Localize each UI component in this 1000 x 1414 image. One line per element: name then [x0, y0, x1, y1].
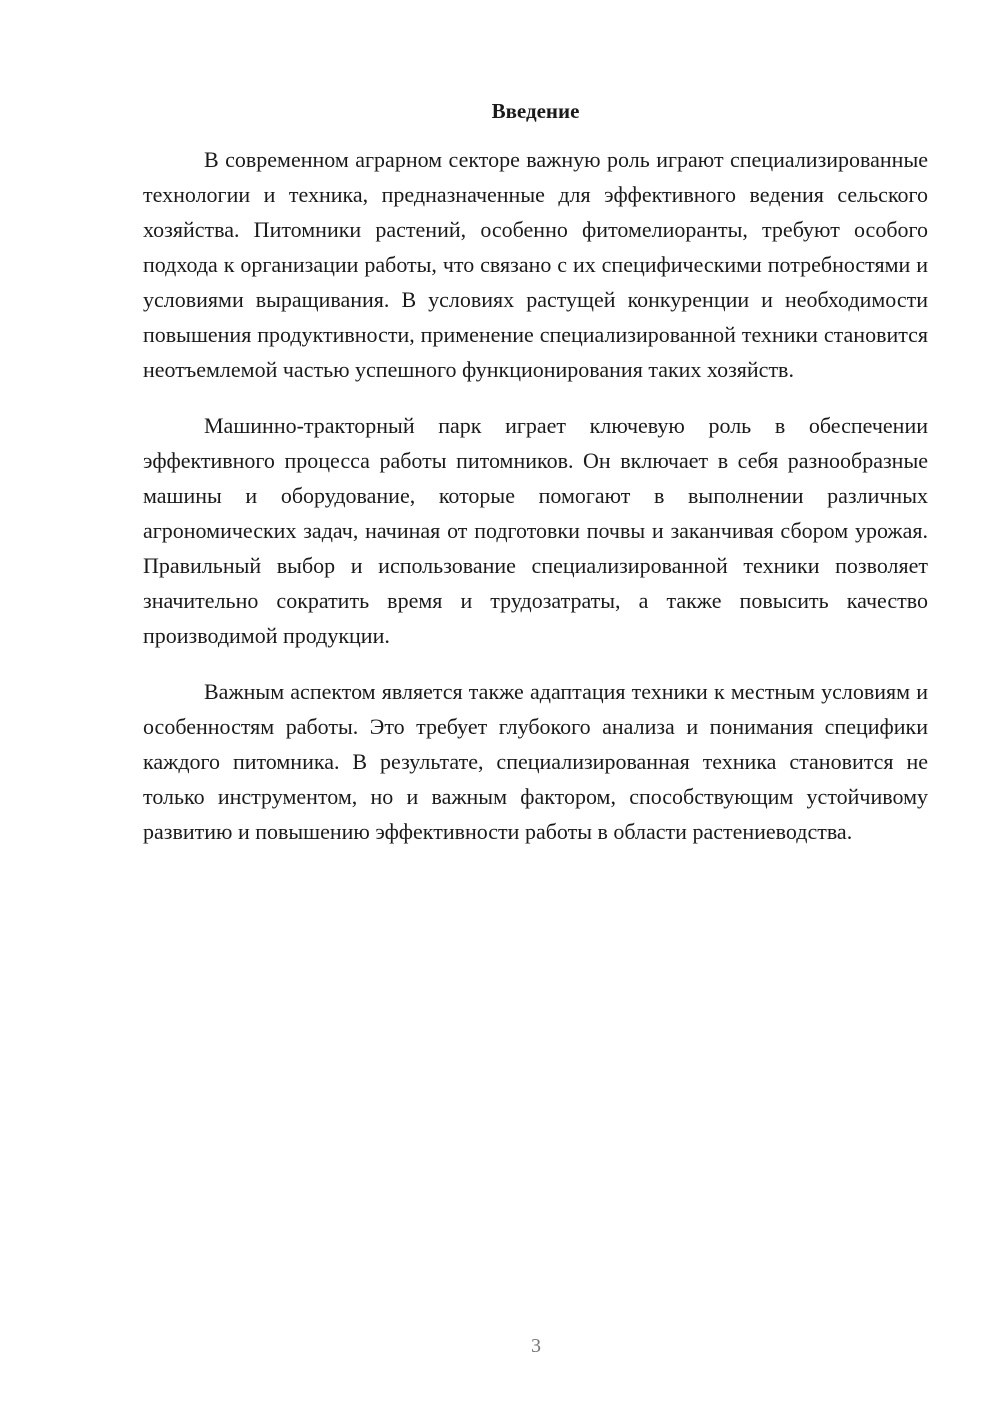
page-number: 3	[531, 1335, 541, 1357]
paragraph-2: Машинно-тракторный парк играет ключевую роль в обеспечении эффективного процесса работы питомников. Он включает в себя разнообразные машины и оборудование, которые помогают в выполнении различных агрономических задач, начиная от подготовки почвы и заканчивая сбором урожая. Правильный выбор и использование специализированной техники позволяет значительно сократить время и трудозатраты, а также повысить качество производимой продукции.	[143, 413, 928, 648]
page-title: Введение	[491, 99, 580, 123]
paragraph-1: В современном аграрном секторе важную роль играют специализированные технологии и техника, предназначенные для эффективного ведения сельского хозяйства. Питомники растений, особенно фитомелиоранты, требуют особого подхода к организации работы, что связано с их специфическими потребностями и условиями выращивания. В условиях растущей конкуренции и необходимости повышения продуктивности, применение специализированной техники становится неотъемлемой частью успешного функционирования таких хозяйств.	[143, 147, 928, 382]
paragraph-3: Важным аспектом является также адаптация техники к местным условиям и особенностям работы. Это требует глубокого анализа и понимания специфики каждого питомника. В результате, специализированная техника становится не только инструментом, но и важным фактором, способствующим устойчивому развитию и повышению эффективности работы в области растениеводства.	[143, 679, 928, 844]
body-text	[143, 142, 928, 870]
